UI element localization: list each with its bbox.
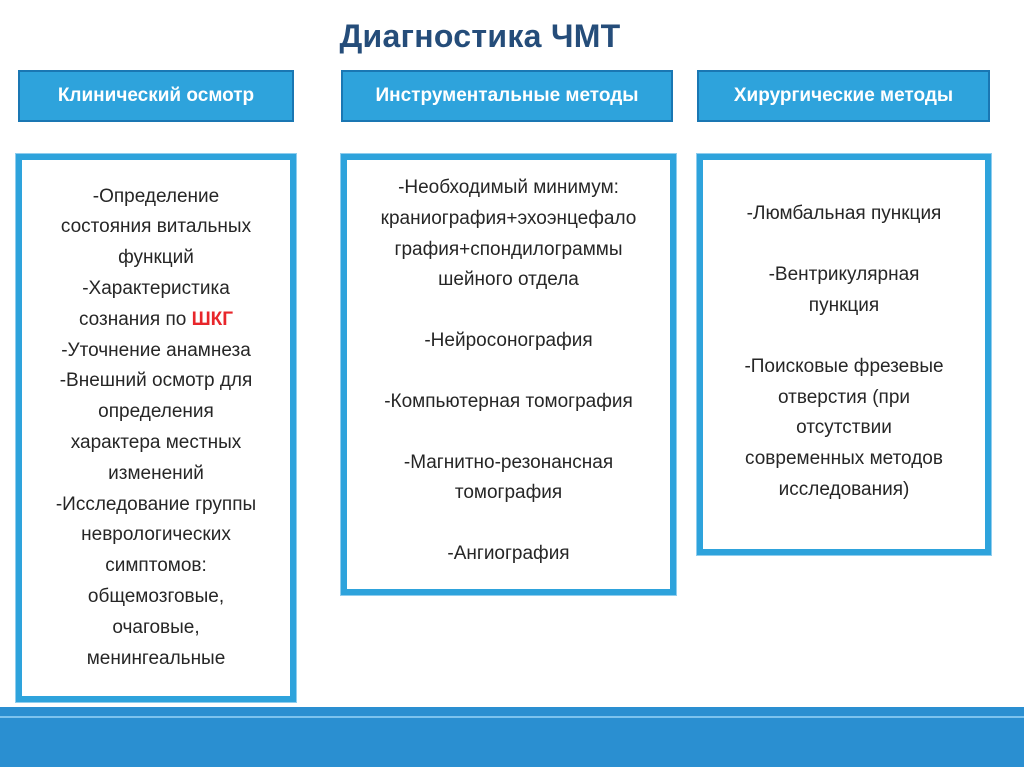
footer-accent-line	[0, 716, 1024, 718]
list-line: -Необходимый минимум:	[398, 176, 619, 198]
list-line: -Характеристика	[82, 278, 230, 300]
list-line	[32, 305, 280, 336]
list-line: отсутствии	[796, 417, 892, 439]
list-line: -Уточнение анамнеза	[61, 339, 251, 361]
header-clinical-exam: Клинический осмотр	[18, 70, 294, 122]
header-instrumental-methods: Инструментальные методы	[341, 70, 673, 122]
list-line: изменений	[108, 462, 204, 484]
list-line: состояния витальных	[60, 216, 252, 238]
gcs-highlight: ШКГ	[191, 308, 234, 330]
list-line: симптомов:	[105, 555, 207, 577]
list-line: -Компьютерная томография	[384, 390, 633, 412]
list-line: пункция	[808, 294, 880, 316]
list-line: -Люмбальная пункция	[746, 203, 942, 225]
list-line: -Магнитно-резонансная	[403, 451, 614, 473]
spacer	[357, 509, 660, 539]
box-surgical-methods	[697, 154, 991, 555]
spacer	[713, 230, 975, 260]
list-line: исследования)	[778, 478, 910, 500]
list-line: шейного отдела	[438, 269, 579, 291]
list-line: очаговые,	[112, 616, 200, 638]
list-line: -Внешний осмотр для	[59, 370, 253, 392]
list-line: графия+спондилограммы	[394, 238, 623, 260]
list-line: неврологических	[81, 524, 231, 546]
box-instrumental-methods	[341, 154, 676, 595]
spacer	[357, 296, 660, 326]
list-line: томография	[454, 482, 563, 504]
spacer	[357, 418, 660, 448]
list-line: -Исследование группы	[55, 493, 257, 515]
spacer	[357, 357, 660, 387]
header-surgical-methods: Хирургические методы	[697, 70, 990, 122]
list-line: -Ангиография	[447, 543, 570, 565]
list-line: общемозговые,	[87, 585, 225, 607]
box-clinical-exam	[16, 154, 296, 702]
slide-title: Диагностика ЧМТ	[339, 18, 621, 54]
list-line: менингеальные	[86, 647, 226, 669]
list-line: -Поисковые фрезевые	[744, 355, 944, 377]
list-line: -Определение	[92, 185, 220, 207]
list-line: характера местных	[70, 432, 242, 453]
list-line: отверстия (при	[777, 386, 911, 408]
list-line: современных методов	[745, 448, 943, 470]
list-line: -Вентрикулярная	[768, 264, 920, 286]
list-line: -Нейросонография	[424, 330, 593, 352]
consciousness-text: сознания по	[78, 308, 192, 330]
spacer	[713, 322, 975, 352]
list-line: определения	[98, 401, 214, 423]
list-line: функций	[118, 247, 194, 269]
list-line: краниография+эхоэнцефало	[380, 207, 637, 229]
